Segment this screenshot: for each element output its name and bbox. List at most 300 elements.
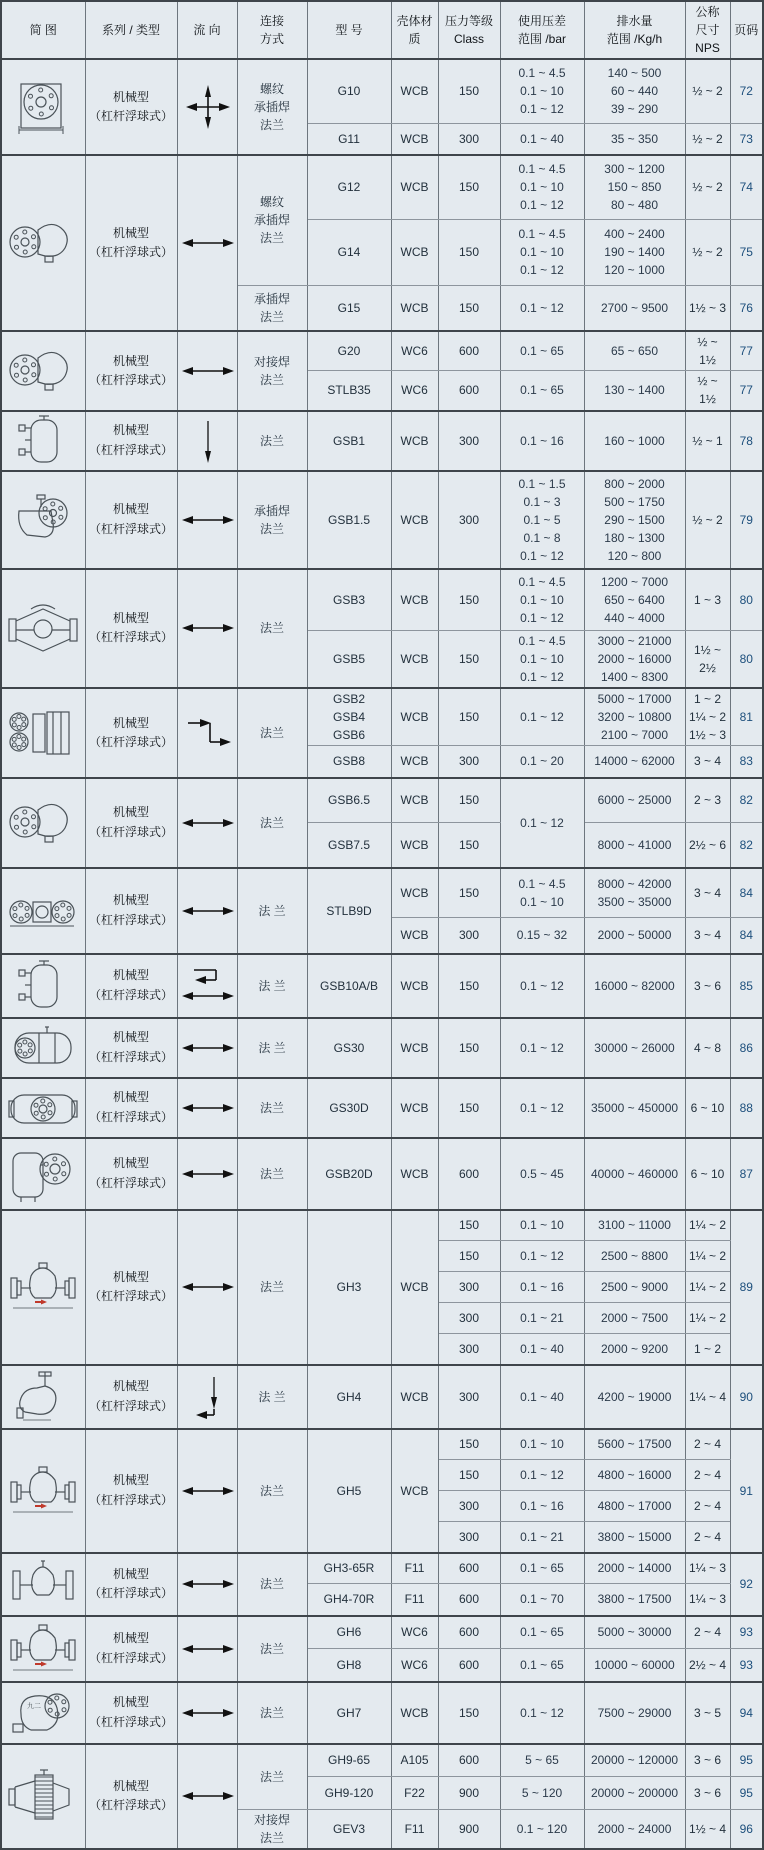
- cell-differential-pressure: 0.1 ~ 21: [500, 1303, 584, 1334]
- cell-diagram: [1, 1210, 85, 1365]
- cell-pressure-class: 150: [438, 1210, 500, 1241]
- cell-diagram: [1, 954, 85, 1018]
- cell-diagram: [1, 1429, 85, 1553]
- cell-model: GSB10A/B: [307, 954, 391, 1018]
- cell-differential-pressure: 0.15 ~ 32: [500, 918, 584, 954]
- flow-down-left-arrow: [180, 1373, 236, 1421]
- cell-pressure-class: 600: [438, 371, 500, 411]
- diagram-round-body: [5, 1684, 81, 1742]
- cell-nominal-size: 1¼ ~ 3: [685, 1584, 730, 1616]
- flow-bidirectional-arrow: [180, 1024, 236, 1072]
- cell-nominal-size: ½ ~ 1½: [685, 371, 730, 411]
- cell-model: GH3: [307, 1210, 391, 1365]
- cell-differential-pressure: 0.1 ~ 16: [500, 411, 584, 471]
- cell-capacity: 65 ~ 650: [584, 331, 685, 371]
- cell-model: GSB6.5: [307, 778, 391, 823]
- cell-pressure-class: 600: [438, 1584, 500, 1616]
- cell-differential-pressure: 0.1 ~ 12: [500, 688, 584, 746]
- cell-differential-pressure: 0.1 ~ 20: [500, 746, 584, 778]
- cell-capacity: 40000 ~ 460000: [584, 1138, 685, 1210]
- cell-pressure-class: 150: [438, 954, 500, 1018]
- cell-differential-pressure: 0.5 ~ 45: [500, 1138, 584, 1210]
- cell-page: 88: [730, 1078, 763, 1138]
- cell-nominal-size: 6 ~ 10: [685, 1078, 730, 1138]
- cell-pressure-class: 150: [438, 631, 500, 689]
- cell-nominal-size: 1¼ ~ 2: [685, 1303, 730, 1334]
- cell-material: WCB: [391, 569, 438, 631]
- cell-model: GSB1.5: [307, 471, 391, 569]
- cell-model: GH9-120: [307, 1777, 391, 1810]
- cell-capacity: 1200 ~ 7000 650 ~ 6400 440 ~ 4000: [584, 569, 685, 631]
- cell-differential-pressure: 0.1 ~ 65: [500, 371, 584, 411]
- cell-model: GH4: [307, 1365, 391, 1429]
- cell-nominal-size: ½ ~ 2: [685, 471, 730, 569]
- cell-nominal-size: ½ ~ 1½: [685, 331, 730, 371]
- cell-page: 77: [730, 371, 763, 411]
- diagram-vertical-body: [5, 957, 81, 1015]
- cell-capacity: 2000 ~ 9200: [584, 1334, 685, 1365]
- cell-capacity: 16000 ~ 82000: [584, 954, 685, 1018]
- flow-bidirectional-arrow: [180, 1560, 236, 1608]
- table-row: [1, 59, 763, 123]
- cell-model: STLB35: [307, 371, 391, 411]
- cell-nominal-size: 3 ~ 6: [685, 954, 730, 1018]
- table-row: [1, 1078, 763, 1138]
- header-row: [1, 1, 763, 59]
- column-header-material: 壳体材 质: [391, 1, 438, 59]
- cell-flow: [177, 1210, 237, 1365]
- cell-flow: [177, 1553, 237, 1616]
- cell-page: 78: [730, 411, 763, 471]
- cell-material: F22: [391, 1777, 438, 1810]
- cell-capacity: 2500 ~ 8800: [584, 1241, 685, 1272]
- column-header-flow: 流 向: [177, 1, 237, 59]
- diagram-float-side: [5, 342, 81, 400]
- cell-material: WCB: [391, 471, 438, 569]
- column-header-series: 系列 / 类型: [85, 1, 177, 59]
- cell-diagram: [1, 1553, 85, 1616]
- cell-differential-pressure: 0.1 ~ 16: [500, 1272, 584, 1303]
- diagram-front-flange: [5, 78, 81, 136]
- cell-pressure-class: 600: [438, 1616, 500, 1649]
- cell-capacity: 35000 ~ 450000: [584, 1078, 685, 1138]
- cell-page: 84: [730, 918, 763, 954]
- cell-differential-pressure: 0.1 ~ 70: [500, 1584, 584, 1616]
- cell-connection: 螺纹 承插焊 法兰: [237, 155, 307, 285]
- cell-pressure-class: 150: [438, 688, 500, 746]
- cell-series: 机械型 （杠杆浮球式）: [85, 688, 177, 778]
- flow-bidirectional-arrow: [180, 887, 236, 935]
- cell-differential-pressure: 0.1 ~ 4.5 0.1 ~ 10 0.1 ~ 12: [500, 155, 584, 219]
- cell-material: WCB: [391, 1138, 438, 1210]
- cell-material: F11: [391, 1584, 438, 1616]
- cell-differential-pressure: 0.1 ~ 65: [500, 1649, 584, 1682]
- cell-series: 机械型 （杠杆浮球式）: [85, 1429, 177, 1553]
- cell-nominal-size: ½ ~ 2: [685, 219, 730, 285]
- flow-bidirectional-arrow: [180, 1772, 236, 1820]
- cell-pressure-class: 300: [438, 411, 500, 471]
- table-row: [1, 778, 763, 823]
- cell-pressure-class: 300: [438, 1334, 500, 1365]
- column-header-page: 页码: [730, 1, 763, 59]
- cell-diagram: [1, 688, 85, 778]
- diagram-disc-stack: [5, 1767, 81, 1825]
- cell-pressure-class: 300: [438, 1522, 500, 1553]
- cell-nominal-size: 1¼ ~ 2: [685, 1272, 730, 1303]
- cell-page: 81: [730, 688, 763, 746]
- diagram-vertical-body: [5, 412, 81, 470]
- cell-model: GH7: [307, 1682, 391, 1744]
- cell-differential-pressure: 0.1 ~ 4.5 0.1 ~ 10 0.1 ~ 12: [500, 631, 584, 689]
- flow-bidirectional-arrow: [180, 1263, 236, 1311]
- cell-page: 94: [730, 1682, 763, 1744]
- cell-connection: 法兰: [237, 1616, 307, 1682]
- cell-differential-pressure: 0.1 ~ 4.5 0.1 ~ 10 0.1 ~ 12: [500, 569, 584, 631]
- cell-diagram: [1, 1682, 85, 1744]
- cell-nominal-size: ½ ~ 2: [685, 155, 730, 219]
- table-row: [1, 411, 763, 471]
- cell-material: WCB: [391, 59, 438, 123]
- cell-nominal-size: ½ ~ 2: [685, 59, 730, 123]
- cell-connection: 法兰: [237, 1078, 307, 1138]
- column-header-differential-pressure: 使用压差 范围 /bar: [500, 1, 584, 59]
- cell-connection: 法 兰: [237, 954, 307, 1018]
- table-row: [1, 1018, 763, 1078]
- cell-page: 85: [730, 954, 763, 1018]
- cell-capacity: 14000 ~ 62000: [584, 746, 685, 778]
- table-row: [1, 1429, 763, 1460]
- cell-flow: [177, 1018, 237, 1078]
- cell-page: 72: [730, 59, 763, 123]
- cell-differential-pressure: 0.1 ~ 21: [500, 1522, 584, 1553]
- diagram-angle-body: [5, 1368, 81, 1426]
- cell-differential-pressure: 0.1 ~ 12: [500, 1018, 584, 1078]
- cell-connection: 螺纹 承插焊 法兰: [237, 59, 307, 155]
- cell-pressure-class: 150: [438, 1460, 500, 1491]
- cell-differential-pressure: 0.1 ~ 4.5 0.1 ~ 10 0.1 ~ 12: [500, 59, 584, 123]
- flow-bidirectional-arrow: [180, 604, 236, 652]
- cell-capacity: 130 ~ 1400: [584, 371, 685, 411]
- cell-nominal-size: 6 ~ 10: [685, 1138, 730, 1210]
- cell-capacity: 400 ~ 2400 190 ~ 1400 120 ~ 1000: [584, 219, 685, 285]
- cell-material: WCB: [391, 411, 438, 471]
- cell-differential-pressure: 0.1 ~ 40: [500, 1334, 584, 1365]
- cell-material: WCB: [391, 918, 438, 954]
- cell-pressure-class: 150: [438, 1078, 500, 1138]
- cell-model: GSB5: [307, 631, 391, 689]
- cell-model: GSB7.5: [307, 823, 391, 868]
- cell-connection: 法兰: [237, 1210, 307, 1365]
- cell-series: 机械型 （杠杆浮球式）: [85, 155, 177, 331]
- cell-pressure-class: 150: [438, 1018, 500, 1078]
- table-row: [1, 1365, 763, 1429]
- cell-material: WCB: [391, 219, 438, 285]
- table-row: [1, 471, 763, 569]
- cell-pressure-class: 150: [438, 778, 500, 823]
- cell-material: A105: [391, 1744, 438, 1777]
- cell-nominal-size: 3 ~ 4: [685, 918, 730, 954]
- diagram-drum: [5, 1019, 81, 1077]
- cell-capacity: 5600 ~ 17500: [584, 1429, 685, 1460]
- cell-diagram: [1, 471, 85, 569]
- cell-flow: [177, 1744, 237, 1850]
- cell-page: 90: [730, 1365, 763, 1429]
- cell-page: 79: [730, 471, 763, 569]
- cell-pressure-class: 300: [438, 123, 500, 155]
- cell-series: 机械型 （杠杆浮球式）: [85, 59, 177, 155]
- cell-connection: 承插焊 法兰: [237, 471, 307, 569]
- cell-capacity: 5000 ~ 17000 3200 ~ 10800 2100 ~ 7000: [584, 688, 685, 746]
- flow-cross-arrow: [180, 83, 236, 131]
- cell-differential-pressure: 5 ~ 65: [500, 1744, 584, 1777]
- cell-capacity: 8000 ~ 42000 3500 ~ 35000: [584, 868, 685, 918]
- diagram-inline-small: [5, 1555, 81, 1613]
- cell-pressure-class: 300: [438, 1303, 500, 1334]
- cell-material: WCB: [391, 778, 438, 823]
- cell-page: 80: [730, 631, 763, 689]
- cell-pressure-class: 300: [438, 918, 500, 954]
- cell-nominal-size: 2 ~ 4: [685, 1460, 730, 1491]
- cell-diagram: [1, 778, 85, 868]
- cell-nominal-size: 3 ~ 6: [685, 1744, 730, 1777]
- cell-diagram: [1, 411, 85, 471]
- cell-pressure-class: 600: [438, 1744, 500, 1777]
- cell-pressure-class: 600: [438, 1649, 500, 1682]
- cell-differential-pressure: 0.1 ~ 4.5 0.1 ~ 10: [500, 868, 584, 918]
- cell-material: WC6: [391, 371, 438, 411]
- cell-nominal-size: 1¼ ~ 2: [685, 1241, 730, 1272]
- cell-material: WCB: [391, 285, 438, 331]
- cell-model: GSB8: [307, 746, 391, 778]
- cell-pressure-class: 150: [438, 1429, 500, 1460]
- flow-bidirectional-arrow: [180, 496, 236, 544]
- cell-differential-pressure: 0.1 ~ 40: [500, 123, 584, 155]
- cell-material: WCB: [391, 123, 438, 155]
- cell-diagram: [1, 1078, 85, 1138]
- cell-material: WCB: [391, 155, 438, 219]
- cell-flow: [177, 411, 237, 471]
- cell-capacity: 20000 ~ 120000: [584, 1744, 685, 1777]
- cell-diagram: [1, 1018, 85, 1078]
- cell-differential-pressure: 0.1 ~ 1.5 0.1 ~ 3 0.1 ~ 5 0.1 ~ 8 0.1 ~ 12: [500, 471, 584, 569]
- cell-page: 75: [730, 219, 763, 285]
- cell-capacity: 3000 ~ 21000 2000 ~ 16000 1400 ~ 8300: [584, 631, 685, 689]
- cell-flow: [177, 1616, 237, 1682]
- cell-model: G15: [307, 285, 391, 331]
- flow-bidirectional-arrow: [180, 1150, 236, 1198]
- cell-capacity: 800 ~ 2000 500 ~ 1750 290 ~ 1500 180 ~ 1300 120 ~ 800: [584, 471, 685, 569]
- cell-connection: 承插焊 法兰: [237, 285, 307, 331]
- cell-diagram: [1, 59, 85, 155]
- table-row: [1, 1138, 763, 1210]
- cell-model: GSB20D: [307, 1138, 391, 1210]
- cell-differential-pressure: 0.1 ~ 12: [500, 285, 584, 331]
- cell-nominal-size: 1 ~ 2 1¼ ~ 2 1½ ~ 3: [685, 688, 730, 746]
- cell-nominal-size: 2½ ~ 4: [685, 1649, 730, 1682]
- diagram-inline-red: [5, 1620, 81, 1678]
- cell-capacity: 3100 ~ 11000: [584, 1210, 685, 1241]
- column-header-diagram: 简 图: [1, 1, 85, 59]
- cell-connection: 法兰: [237, 1138, 307, 1210]
- cell-capacity: 7500 ~ 29000: [584, 1682, 685, 1744]
- cell-capacity: 6000 ~ 25000: [584, 778, 685, 823]
- cell-page: 84: [730, 868, 763, 918]
- cell-differential-pressure: 0.1 ~ 12: [500, 1241, 584, 1272]
- cell-pressure-class: 900: [438, 1810, 500, 1850]
- cell-connection: 法 兰: [237, 1018, 307, 1078]
- cell-nominal-size: 2 ~ 3: [685, 778, 730, 823]
- cell-flow: [177, 1138, 237, 1210]
- cell-page: 93: [730, 1616, 763, 1649]
- cell-model: GH5: [307, 1429, 391, 1553]
- cell-connection: 法兰: [237, 1553, 307, 1616]
- cell-capacity: 35 ~ 350: [584, 123, 685, 155]
- cell-nominal-size: 2 ~ 4: [685, 1616, 730, 1649]
- cell-differential-pressure: 0.1 ~ 65: [500, 331, 584, 371]
- cell-page: 95: [730, 1777, 763, 1810]
- column-header-nominal-size: 公称 尺寸 NPS: [685, 1, 730, 59]
- cell-series: 机械型 （杠杆浮球式）: [85, 1553, 177, 1616]
- cell-capacity: 2000 ~ 50000: [584, 918, 685, 954]
- flow-step-arrow: [180, 709, 236, 757]
- cell-page: 96: [730, 1810, 763, 1850]
- svg-text:九二: 九二: [27, 1702, 42, 1710]
- cell-flow: [177, 954, 237, 1018]
- diagram-drum-double: [5, 1079, 81, 1137]
- cell-model: GH9-65: [307, 1744, 391, 1777]
- cell-model: GS30D: [307, 1078, 391, 1138]
- cell-pressure-class: 150: [438, 1682, 500, 1744]
- cell-series: 机械型 （杠杆浮球式）: [85, 1682, 177, 1744]
- table-row: [1, 954, 763, 1018]
- cell-diagram: [1, 331, 85, 411]
- cell-capacity: 3800 ~ 17500: [584, 1584, 685, 1616]
- cell-series: 机械型 （杠杆浮球式）: [85, 1744, 177, 1850]
- cell-model: GS30: [307, 1018, 391, 1078]
- cell-page: 91: [730, 1429, 763, 1553]
- diagram-float-side: [5, 794, 81, 852]
- cell-page: 86: [730, 1018, 763, 1078]
- cell-material: WC6: [391, 1649, 438, 1682]
- cell-nominal-size: 3 ~ 5: [685, 1682, 730, 1744]
- cell-pressure-class: 300: [438, 1491, 500, 1522]
- diagram-inline-red: [5, 1462, 81, 1520]
- cell-differential-pressure: 0.1 ~ 120: [500, 1810, 584, 1850]
- cell-series: 机械型 （杠杆浮球式）: [85, 954, 177, 1018]
- cell-connection: 法 兰: [237, 1365, 307, 1429]
- cell-flow: [177, 569, 237, 689]
- cell-capacity: 4200 ~ 19000: [584, 1365, 685, 1429]
- cell-series: 机械型 （杠杆浮球式）: [85, 868, 177, 954]
- cell-model: GH6: [307, 1616, 391, 1649]
- cell-pressure-class: 150: [438, 823, 500, 868]
- cell-capacity: 2700 ~ 9500: [584, 285, 685, 331]
- column-header-model: 型 号: [307, 1, 391, 59]
- cell-capacity: 4800 ~ 17000: [584, 1491, 685, 1522]
- cell-capacity: 20000 ~ 200000: [584, 1777, 685, 1810]
- table-row: [1, 155, 763, 219]
- cell-pressure-class: 150: [438, 285, 500, 331]
- flow-bidirectional-arrow: [180, 1689, 236, 1737]
- cell-pressure-class: 150: [438, 219, 500, 285]
- cell-diagram: [1, 1365, 85, 1429]
- table-row: [1, 1210, 763, 1241]
- cell-connection: 法兰: [237, 1429, 307, 1553]
- cell-nominal-size: 1¼ ~ 2: [685, 1210, 730, 1241]
- cell-series: 机械型 （杠杆浮球式）: [85, 471, 177, 569]
- cell-capacity: 10000 ~ 60000: [584, 1649, 685, 1682]
- cell-model: GEV3: [307, 1810, 391, 1850]
- cell-flow: [177, 471, 237, 569]
- cell-capacity: 8000 ~ 41000: [584, 823, 685, 868]
- cell-material: F11: [391, 1553, 438, 1584]
- cell-nominal-size: 2 ~ 4: [685, 1491, 730, 1522]
- cell-pressure-class: 150: [438, 155, 500, 219]
- flow-bidirectional-arrow: [180, 1625, 236, 1673]
- cell-connection: 对接焊 法兰: [237, 1810, 307, 1850]
- cell-flow: [177, 331, 237, 411]
- cell-differential-pressure: 0.1 ~ 10: [500, 1429, 584, 1460]
- cell-nominal-size: 1½ ~ 2½: [685, 631, 730, 689]
- cell-material: WCB: [391, 868, 438, 918]
- cell-capacity: 300 ~ 1200 150 ~ 850 80 ~ 480: [584, 155, 685, 219]
- cell-diagram: [1, 868, 85, 954]
- cell-page: 82: [730, 778, 763, 823]
- cell-model: GSB2 GSB4 GSB6: [307, 688, 391, 746]
- cell-connection: 对接焊 法兰: [237, 331, 307, 411]
- table-row: [1, 868, 763, 918]
- cell-page: 89: [730, 1210, 763, 1365]
- cell-pressure-class: 150: [438, 1241, 500, 1272]
- table-row: [1, 1553, 763, 1584]
- cell-diagram: [1, 1616, 85, 1682]
- cell-nominal-size: 4 ~ 8: [685, 1018, 730, 1078]
- cell-nominal-size: 1¼ ~ 4: [685, 1365, 730, 1429]
- diagram-float-side: [5, 214, 81, 272]
- cell-differential-pressure: 0.1 ~ 12: [500, 1682, 584, 1744]
- cell-pressure-class: 600: [438, 1138, 500, 1210]
- column-header-capacity: 排水量 范围 /Kg/h: [584, 1, 685, 59]
- flow-down-arrow: [180, 417, 236, 465]
- cell-diagram: [1, 155, 85, 331]
- cell-series: 机械型 （杠杆浮球式）: [85, 1365, 177, 1429]
- cell-pressure-class: 150: [438, 59, 500, 123]
- cell-differential-pressure: 0.1 ~ 40: [500, 1365, 584, 1429]
- diagram-symmetric-body: [5, 599, 81, 657]
- cell-material: WCB: [391, 1429, 438, 1553]
- cell-nominal-size: ½ ~ 2: [685, 123, 730, 155]
- cell-series: 机械型 （杠杆浮球式）: [85, 1018, 177, 1078]
- cell-differential-pressure: 0.1 ~ 12: [500, 954, 584, 1018]
- cell-nominal-size: 2½ ~ 6: [685, 823, 730, 868]
- column-header-pressure-class: 压力等级 Class: [438, 1, 500, 59]
- cell-model: G12: [307, 155, 391, 219]
- cell-differential-pressure: 0.1 ~ 12: [500, 1460, 584, 1491]
- cell-pressure-class: 300: [438, 471, 500, 569]
- diagram-inline-red: [5, 1258, 81, 1316]
- cell-capacity: 3800 ~ 15000: [584, 1522, 685, 1553]
- cell-capacity: 4800 ~ 16000: [584, 1460, 685, 1491]
- cell-flow: [177, 1429, 237, 1553]
- cell-connection: 法兰: [237, 569, 307, 689]
- table-row: [1, 1682, 763, 1744]
- cell-capacity: 2000 ~ 7500: [584, 1303, 685, 1334]
- cell-nominal-size: 2 ~ 4: [685, 1429, 730, 1460]
- cell-pressure-class: 600: [438, 331, 500, 371]
- cell-pressure-class: 300: [438, 746, 500, 778]
- cell-page: 73: [730, 123, 763, 155]
- flow-bidirectional-arrow: [180, 799, 236, 847]
